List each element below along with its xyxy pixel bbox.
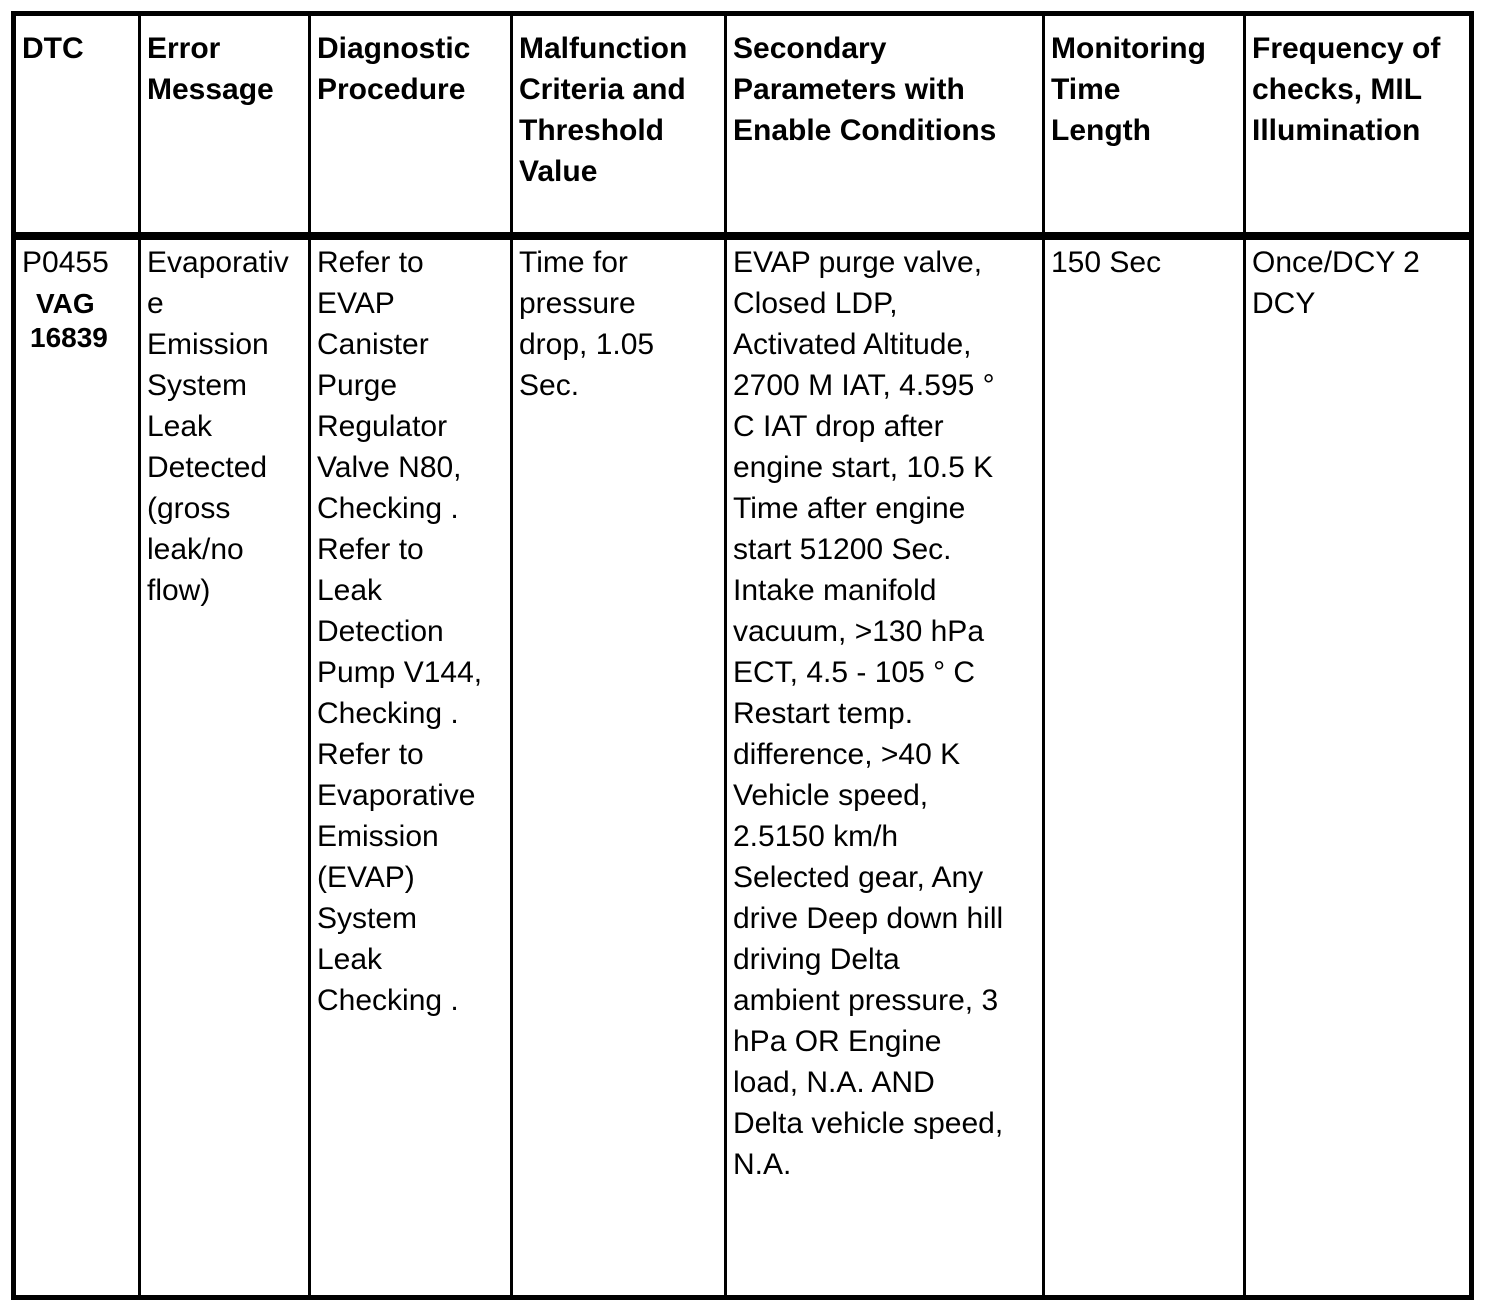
text-line: Vehicle speed, — [733, 778, 929, 812]
text-line: pressure — [519, 286, 636, 320]
table-row — [14, 236, 1472, 1298]
cell-malfunction-criteria — [512, 236, 726, 1298]
text-line: Selected gear, Any — [733, 860, 984, 894]
text-line: 2.5150 km/h — [733, 819, 899, 853]
text-line: Detection — [317, 614, 444, 648]
header-error-message — [140, 14, 310, 236]
text-line: Closed LDP, — [733, 286, 898, 320]
cell-secondary-parameters — [726, 236, 1044, 1298]
text-line: Illumination — [1252, 114, 1421, 147]
text-line: Checking . — [317, 696, 459, 730]
text-line: Once/DCY 2 — [1252, 245, 1420, 279]
text-line: System — [147, 368, 248, 402]
text-line: Secondary — [733, 32, 887, 65]
text-line: Refer to — [317, 737, 424, 771]
text-line: (EVAP) — [317, 860, 415, 894]
text-line: Checking . — [317, 491, 459, 525]
text-line: Criteria and — [519, 73, 686, 106]
text-line: N.A. — [733, 1147, 792, 1181]
text-line: Purge — [317, 368, 398, 402]
text-line: Time for — [519, 245, 628, 279]
text-line: Procedure — [317, 73, 466, 106]
dtc-table — [11, 11, 1474, 1300]
text-line: Time after engine — [733, 491, 966, 525]
text-line: System — [317, 901, 418, 935]
text-line: drop, 1.05 — [519, 327, 655, 361]
text-line: ambient pressure, 3 — [733, 983, 999, 1017]
vag-label: VAG — [36, 287, 95, 319]
text-line: Emission — [317, 819, 439, 853]
cell-dtc — [14, 236, 140, 1298]
text-line: Malfunction — [519, 32, 688, 65]
text-line: DCY — [1252, 286, 1316, 320]
text-line: Length — [1051, 114, 1151, 147]
text-line: Frequency of — [1252, 32, 1441, 65]
text-line: flow) — [147, 573, 211, 607]
text-line: 2700 M IAT, 4.595 ° — [733, 368, 995, 402]
header-monitoring-time — [1044, 14, 1245, 236]
text-line: engine start, 10.5 K — [733, 450, 994, 484]
text-line: Emission — [147, 327, 269, 361]
text-line: Evaporative — [317, 778, 476, 812]
header-frequency — [1245, 14, 1472, 236]
text-line: Time — [1051, 73, 1121, 106]
text-line: e — [147, 286, 164, 320]
text-line: start 51200 Sec. — [733, 532, 952, 566]
cell-monitoring-time: 150 Sec — [1044, 236, 1245, 1298]
header-dtc: DTC — [14, 14, 140, 236]
text-line: Enable Conditions — [733, 114, 997, 147]
text-line: hPa OR Engine — [733, 1024, 942, 1058]
header-diagnostic-procedure — [310, 14, 512, 236]
text-line: Parameters with — [733, 73, 965, 106]
text-line: Restart temp. — [733, 696, 914, 730]
text-line: Leak — [147, 409, 213, 443]
text-line: Message — [147, 73, 274, 106]
text-line: Canister — [317, 327, 429, 361]
text-line: EVAP — [317, 286, 395, 320]
text-line: load, N.A. AND — [733, 1065, 935, 1099]
text-line: vacuum, >130 hPa — [733, 614, 985, 648]
text-line: Refer to — [317, 245, 424, 279]
text-line: EVAP purge valve, — [733, 245, 983, 279]
text-line: (gross — [147, 491, 231, 525]
text-line: driving Delta — [733, 942, 900, 976]
text-line: ECT, 4.5 - 105 ° C — [733, 655, 976, 689]
header-malfunction-criteria — [512, 14, 726, 236]
text-line: Diagnostic — [317, 32, 471, 65]
text-line: Detected — [147, 450, 268, 484]
text-line: Checking . — [317, 983, 459, 1017]
header-secondary-parameters — [726, 14, 1044, 236]
text-line: drive Deep down hill — [733, 901, 1004, 935]
text-line: Value — [519, 155, 598, 188]
text-line: Monitoring — [1051, 32, 1206, 65]
cell-error-message — [140, 236, 310, 1298]
text-line: Regulator — [317, 409, 448, 443]
text-line: Leak — [317, 573, 383, 607]
text-line: Error — [147, 32, 221, 65]
text-line: C IAT drop after — [733, 409, 944, 443]
text-line: leak/no — [147, 532, 244, 566]
text-line: Intake manifold — [733, 573, 937, 607]
cell-frequency — [1245, 236, 1472, 1298]
text-line: Activated Altitude, — [733, 327, 972, 361]
text-line: Sec. — [519, 368, 580, 402]
text-line: Pump V144, — [317, 655, 483, 689]
text-line: checks, MIL — [1252, 73, 1423, 106]
dtc-code: P0455 — [22, 245, 109, 279]
cell-diagnostic-procedure — [310, 236, 512, 1298]
text-line: Leak — [317, 942, 383, 976]
text-line: Threshold — [519, 114, 665, 147]
text-line: Refer to — [317, 532, 424, 566]
text-line: Delta vehicle speed, — [733, 1106, 1004, 1140]
text-line: Evaporativ — [147, 245, 289, 279]
text-line: Valve N80, — [317, 450, 462, 484]
text-line: difference, >40 K — [733, 737, 961, 771]
header-row — [14, 14, 1472, 236]
vag-code: 16839 — [30, 321, 108, 353]
